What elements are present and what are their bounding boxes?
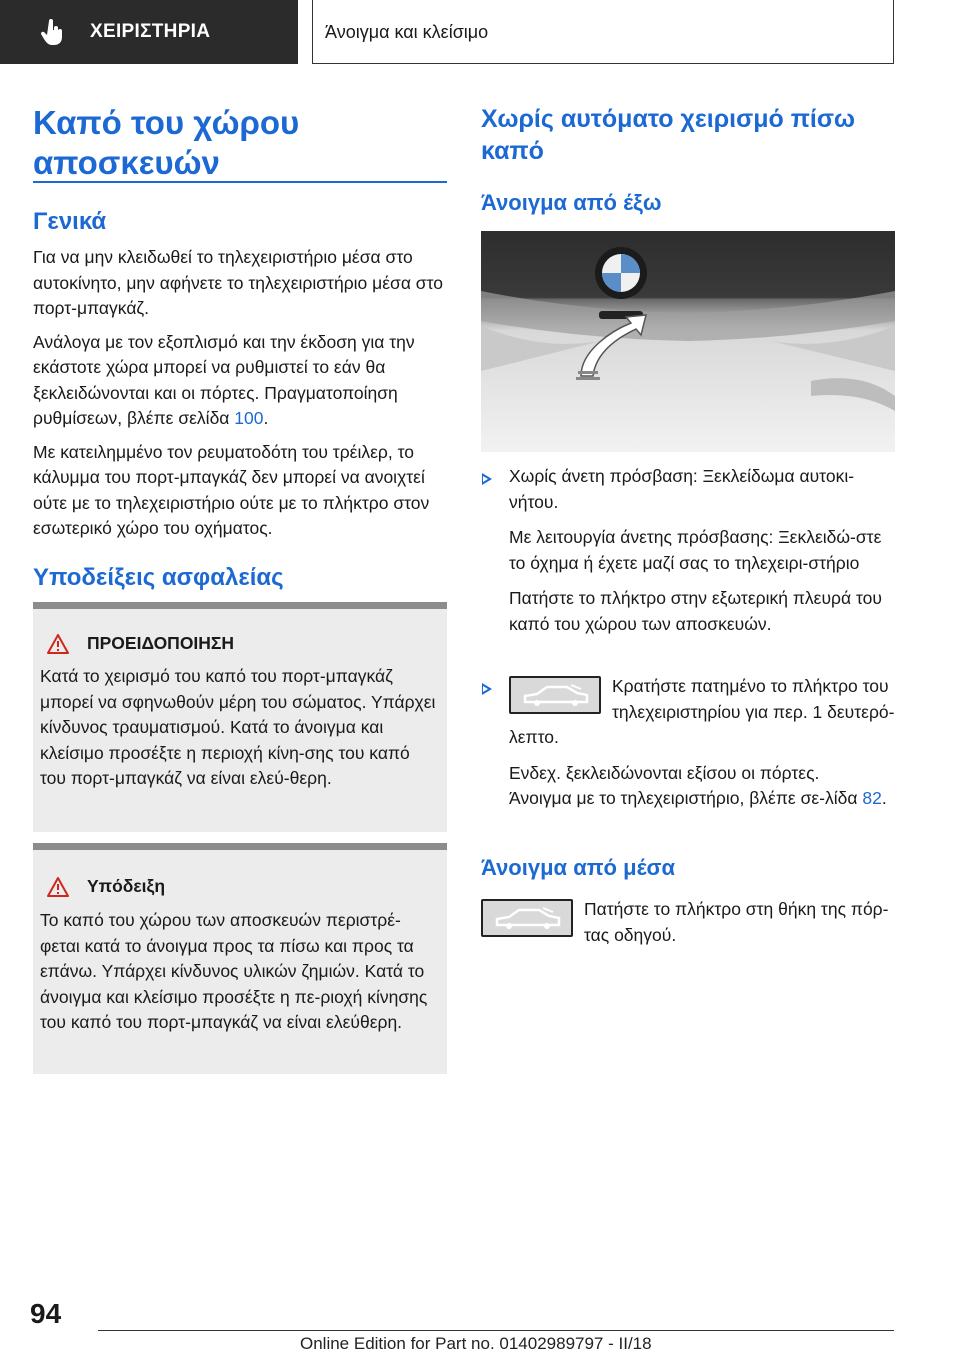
- page-link-100[interactable]: 100: [234, 408, 264, 428]
- bullet-arrow-icon-1: [482, 473, 492, 485]
- bullet1-paragraph-3: Πατήστε το πλήκτρο στην εξωτερική πλευρά του καπό του χώρου των αποσκευών.: [509, 588, 882, 634]
- warning-title: ΠΡΟΕΙΔΟΠΟΙΗΣΗ: [87, 633, 235, 653]
- general-paragraph-2-end: .: [263, 408, 269, 428]
- right-heading-line1: Χωρίς αυτόματο χειρισμό πίσω: [481, 105, 856, 133]
- right-heading-line2: καπό: [481, 137, 544, 165]
- note-title: Υπόδειξη: [87, 876, 166, 896]
- header-section-tab: [0, 0, 298, 64]
- bullet1-paragraph-2: Με λειτουργία άνετης πρόσβασης: Ξεκλειδώ-στε το όχημα ή έχετε μαζί σας το τηλεχειρι-στήριο: [509, 527, 882, 573]
- bullet2-paragraph-3-end: .: [881, 788, 887, 808]
- door-trunk-button-icon: [481, 899, 573, 937]
- inside-line-2: τας οδηγού.: [584, 924, 677, 945]
- general-paragraph-2: [33, 330, 451, 432]
- bullet1-paragraph-1: Χωρίς άνετη πρόσβαση: Ξεκλείδωμα αυτοκι-νήτου.: [509, 466, 855, 512]
- bullet2-line-3: λεπτο.: [509, 727, 559, 747]
- bullet2-line-2: τηλεχειριστηρίου για περ. 1 δευτερό-: [612, 701, 895, 722]
- header-breadcrumb-box: [312, 0, 894, 64]
- manual-section-label: ΧΕΙΡΙΣΤΗΡΙΑ: [90, 21, 211, 42]
- warning-triangle-icon: [47, 634, 69, 654]
- right-heading: [481, 103, 895, 167]
- general-paragraph-3: Με κατειλημμένο τον ρευματοδότη του τρέιλερ, το κάλυμμα του πορτ-μπαγκάζ δεν μπορεί να ανοιχτεί ούτε με το τηλεχειριστήριο ούτε με το πλήκτρο στον εσωτερικό χώρο του οχήματος.: [33, 441, 430, 538]
- caution-triangle-icon: [47, 877, 69, 897]
- page-link-82[interactable]: 82: [862, 788, 882, 808]
- page-title-line2: αποσκευών: [33, 144, 220, 181]
- general-paragraph-2-text: Ανάλογα με τον εξοπλισμό και την έκδοση για την εκάστοτε χώρα μπορεί να ρυθμιστεί το εάν θα ξεκλειδώνονται και οι πόρτες. Πραγματοποίηση ρυθμίσεων, βλέπε σελίδα: [33, 331, 415, 428]
- edition-text: Online Edition for Part no. 01402989797 - II/18: [300, 1334, 652, 1353]
- note-text: Το καπό του χώρου των αποσκευών περιστρέ-φεται κατά το άνοιγμα προς τα πίσω και προς τα επάνω. Υπάρχει κίνδυνος υλικών ζημιών. Κατά το άνοιγμα και κλείσιμο προσέξτε η πε-ριοχή κίνησης του καπό του πορτ-μπαγκάζ να είναι ελεύθερη.: [40, 910, 428, 1032]
- general-paragraph-1: Για να μην κλειδωθεί το τηλεχειριστήριο μέσα στο αυτοκίνητο, μην αφήνετε το τηλεχειριστήριο μέσα στο πορτ-μπαγκάζ.: [33, 247, 444, 318]
- warning-box: [33, 602, 447, 832]
- page-title: [33, 103, 447, 183]
- footer-divider: [98, 1330, 894, 1331]
- page-number: 94: [30, 1298, 62, 1329]
- page-title-line1: Καπό του χώρου: [33, 104, 300, 141]
- inside-heading: Άνοιγμα από μέσα: [481, 855, 676, 880]
- bullet2-paragraph-3-text: Άνοιγμα με το τηλεχειριστήριο, βλέπε σε-λίδα: [509, 788, 863, 808]
- warning-text: Κατά το χειρισμό του καπό του πορτ-μπαγκάζ μπορεί να σφηνωθούν μέρη του σώματος. Υπάρχει κίνδυνος τραυματισμού. Κατά το άνοιγμα και κλείσιμο προσέξτε η περιοχή κίνη-σης του καπό του πορτ-μπαγκάζ να είναι ελεύ-θερη.: [40, 666, 436, 788]
- safety-heading: Υποδείξεις ασφαλείας: [33, 564, 284, 591]
- note-box: [33, 843, 447, 1074]
- general-heading: Γενικά: [33, 208, 107, 235]
- bullet2-paragraph-3: [509, 786, 901, 812]
- remote-trunk-button-icon: [509, 676, 601, 714]
- hand-pointer-icon: [38, 18, 68, 48]
- bullet-arrow-icon-2: [482, 683, 492, 695]
- trunk-button-illustration: [481, 231, 895, 452]
- breadcrumb: Άνοιγμα και κλείσιμο: [325, 22, 489, 42]
- left-column: [33, 103, 447, 183]
- outside-heading: Άνοιγμα από έξω: [481, 190, 662, 215]
- bullet2-line-1: Κρατήστε πατημένο το πλήκτρο του: [612, 676, 889, 696]
- inside-line-1: Πατήστε το πλήκτρο στη θήκη της πόρ-: [584, 899, 889, 919]
- bullet2-paragraph-2: Ενδεχ. ξεκλειδώνονται εξίσου οι πόρτες.: [509, 762, 820, 783]
- title-divider: [33, 181, 447, 183]
